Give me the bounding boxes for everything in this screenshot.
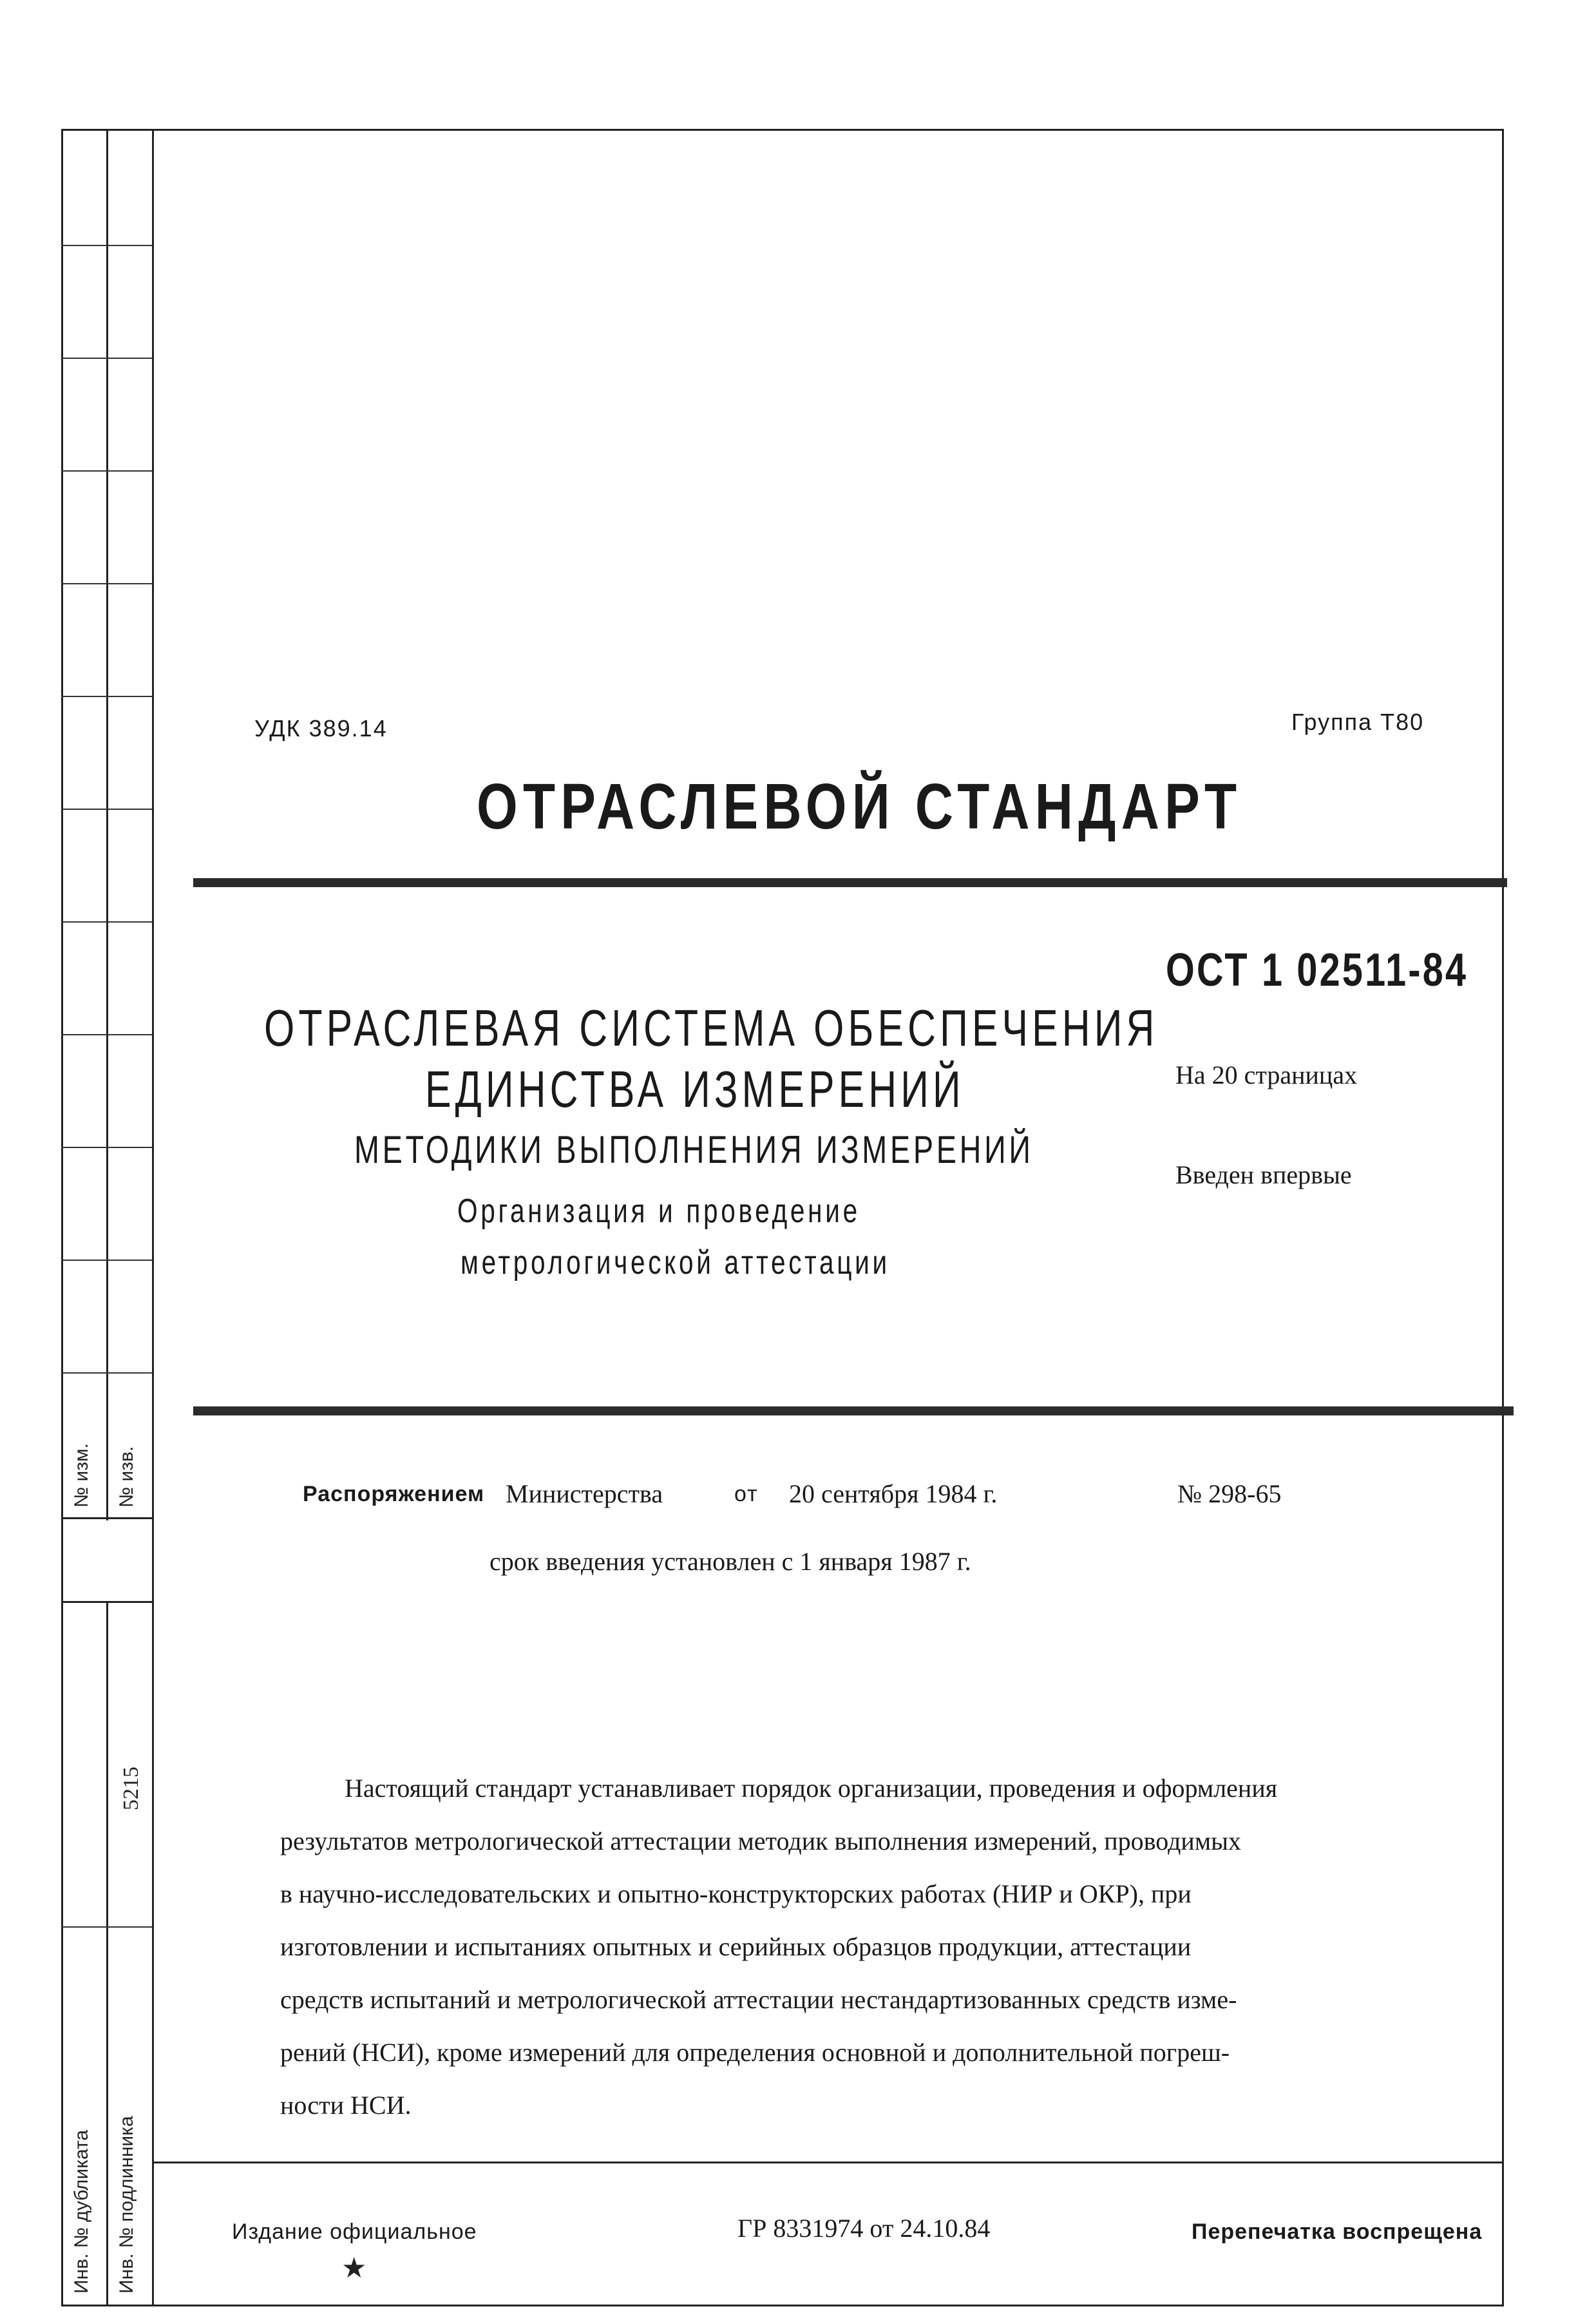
standard-subtitle2-line1: Организация и проведение [457,1193,860,1230]
star-icon: ★ [341,2252,367,2284]
scope-line: изготовлении и испытаниях опытных и серийных образцов продукции, аттестации [280,1932,1192,1961]
margin-notice-no: № изв. [116,1446,137,1508]
scope-line: ности НСИ. [280,2091,412,2120]
decree-date: 20 сентября 1984 г. [789,1479,998,1508]
standard-title-line2: ЕДИНСТВА ИЗМЕРЕНИЙ [425,1060,965,1118]
group-code: Группа Т80 [1291,709,1425,735]
margin-change-no: № изм. [71,1443,92,1508]
margin-inv-number: 5215 [119,1767,143,1810]
margin-inv-original: Инв. № подлинника [116,2116,137,2294]
edition-label: Издание официальное [232,2219,477,2244]
standard-title-line1: ОТРАСЛЕВАЯ СИСТЕМА ОБЕСПЕЧЕНИЯ [264,999,1159,1057]
title-rule-top [193,878,1507,887]
footer-rule [152,2162,1504,2163]
decree-number: № 298-65 [1177,1479,1282,1508]
standard-designation: ОСТ 1 02511-84 [1166,944,1468,996]
effective-date: срок введения установлен с 1 января 1987 г. [489,1547,971,1576]
scope-line: результатов метрологической аттестации методик выполнения измерений, проводимых [280,1826,1242,1855]
page-count: На 20 страницах [1175,1060,1358,1089]
scope-line: в научно-исследовательских и опытно-конструкторских работах (НИР и ОКР), при [280,1879,1192,1908]
reprint-notice: Перепечатка воспрещена [1192,2219,1483,2244]
margin-inv-duplicate: Инв. № дубликата [71,2129,92,2294]
standard-subtitle2-line2: метрологической аттестации [461,1244,890,1281]
udk-code: УДК 389.14 [254,715,388,742]
decree-from: от [734,1482,759,1506]
scope-paragraph [280,1762,1277,2132]
scope-line: Настоящий стандарт устанавливает порядок организации, проведения и оформления [345,1774,1278,1803]
standard-status: Введен впервые [1175,1160,1352,1189]
registration-number: ГР 8331974 от 24.10.84 [737,2214,991,2243]
standard-subtitle: МЕТОДИКИ ВЫПОЛНЕНИЯ ИЗМЕРЕНИЙ [354,1128,1034,1171]
frame-inner-border [152,129,154,2306]
scope-line: рений (НСИ), кроме измерений для определения основной и дополнительной погреш- [280,2038,1230,2067]
decree-label: Распоряжением [303,1482,485,1506]
title-rule-bottom [193,1406,1514,1415]
page-title: ОТРАСЛЕВОЙ СТАНДАРТ [477,771,1242,843]
scope-line: средств испытаний и метрологической аттестации нестандартизованных средств изме- [280,1985,1237,2014]
decree-ministry: Министерства [506,1479,663,1508]
